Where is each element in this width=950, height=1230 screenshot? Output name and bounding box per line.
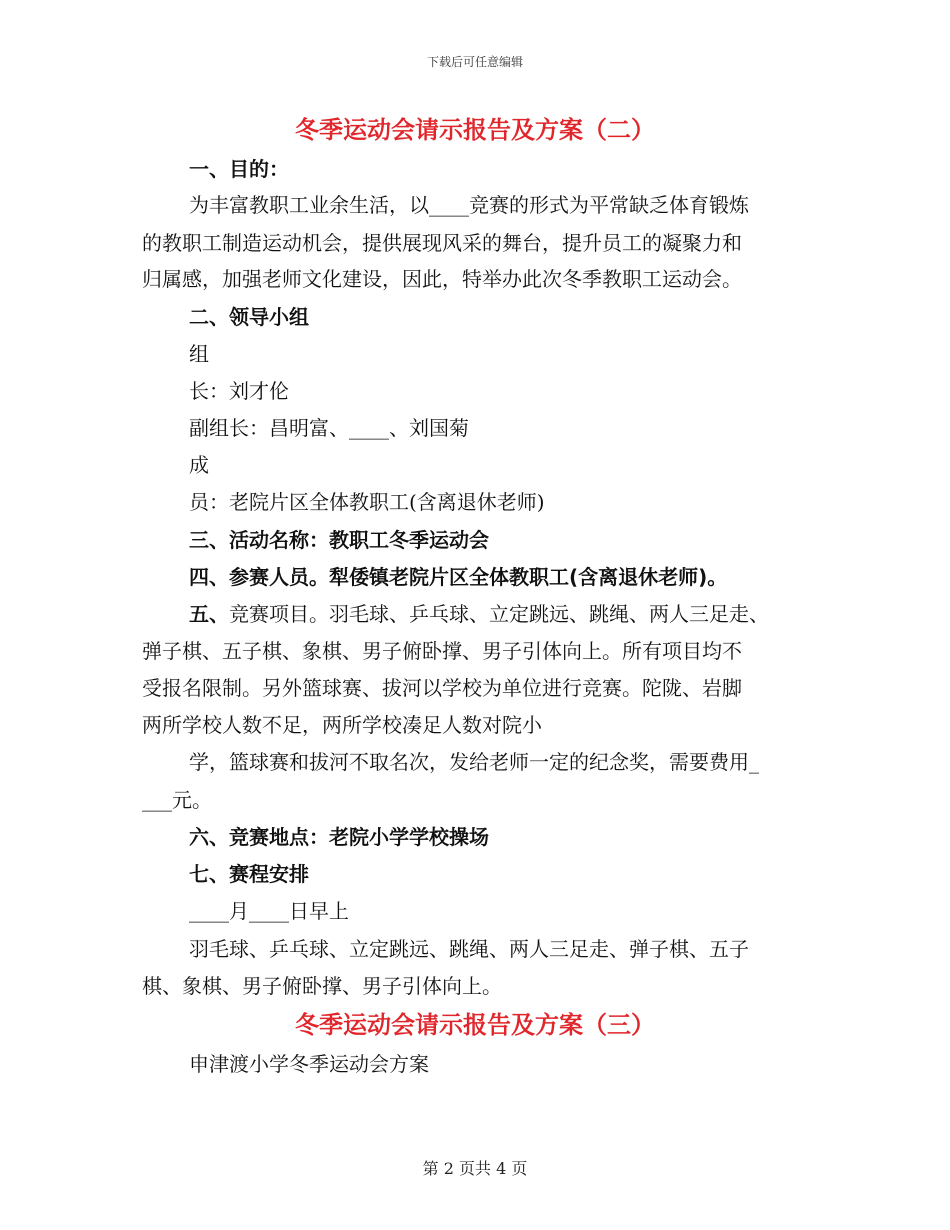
purpose-line-2: 的教职工制造运动机会，提供展现风采的舞台，提升员工的凝聚力和	[142, 231, 742, 255]
leader-line-2: 长：刘才伦	[189, 379, 289, 403]
leader-line-1: 组	[189, 342, 209, 366]
schedule-line-2: 棋、象棋、男子俯卧撑、男子引体向上。	[142, 974, 502, 998]
events-line-2: 弹子棋、五子棋、象棋、男子俯卧撑、男子引体向上。所有项目均不	[142, 639, 742, 663]
events-line-1-text: 竞赛项目。羽毛球、乒乓球、立定跳远、跳绳、两人三足走、	[229, 602, 769, 626]
section-title-2: 冬季运动会请示报告及方案（二）	[295, 116, 655, 144]
events-line-4: 两所学校人数不足，两所学校凑足人数对院小	[142, 713, 542, 737]
heading-venue: 六、竞赛地点：老院小学学校操场	[189, 825, 489, 849]
heading-participants: 四、参赛人员。犁倭镇老院片区全体教职工(含离退休老师)。	[189, 565, 728, 589]
events-line-5: 学，篮球赛和拔河不取名次，发给老师一定的纪念奖，需要费用_	[189, 750, 759, 774]
purpose-line-1: 为丰富教职工业余生活，以____竞赛的形式为平常缺乏体育锻炼	[189, 193, 749, 217]
plan-subtitle: 申津渡小学冬季运动会方案	[189, 1052, 429, 1076]
heading-schedule: 七、赛程安排	[189, 862, 309, 886]
events-line-6: ___元。	[142, 788, 212, 812]
events-line-3: 受报名限制。另外篮球赛、拔河以学校为单位进行竞赛。陀陇、岩脚	[142, 676, 742, 700]
purpose-line-3: 归属感，加强老师文化建设，因此，特举办此次冬季教职工运动会。	[142, 267, 742, 291]
leader-line-3: 副组长：昌明富、____、刘国菊	[189, 416, 469, 440]
heading-leadership: 二、领导小组	[189, 305, 309, 329]
schedule-line-1: 羽毛球、乒乓球、立定跳远、跳绳、两人三足走、弹子棋、五子	[189, 937, 749, 961]
page-number: 第 2 页共 4 页	[422, 1159, 528, 1178]
schedule-date: ____月____日早上	[189, 899, 349, 923]
leader-line-5: 员：老院片区全体教职工(含离退休老师)	[189, 490, 545, 514]
leader-line-4: 成	[189, 453, 209, 477]
section-title-3: 冬季运动会请示报告及方案（三）	[295, 1011, 655, 1039]
page-header-note: 下载后可任意编辑	[426, 55, 523, 69]
heading-activity-name: 三、活动名称：教职工冬季运动会	[189, 528, 489, 552]
heading-purpose: 一、目的：	[189, 157, 289, 181]
events-lead-number: 五、	[189, 602, 229, 626]
events-line-1	[189, 600, 769, 628]
